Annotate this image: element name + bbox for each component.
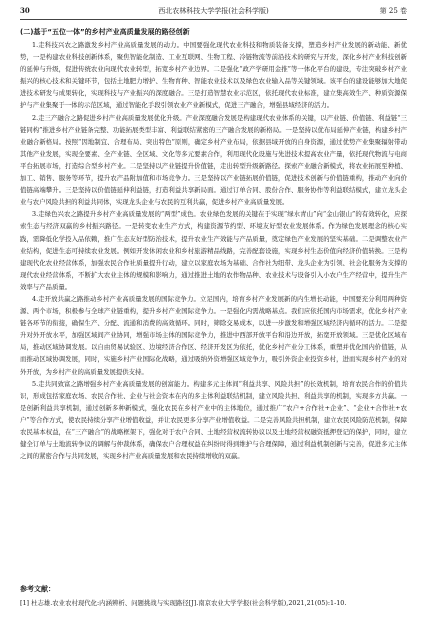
article-body [20, 26, 407, 462]
paragraph-2: 2.走三产融合之路促进乡村产业高质量发展优化升级。产业深度融合发展是构建现代农业体系的关键，以产业链、价值链、利益链“三链同构”推进乡村产业链条完整、功能拓展类型丰富、利益联结紧密的三产融合发展的新格局。一是坚持以优布局延伸产业链，构建乡村产业融合新格局。按照“因地制宜、合理布局、突出特色”原则，确定乡村产业布局，依据县域开放的自身资源，通过优势产业集聚辐射带动其他产业发展，实现全要素、全产业链、全区域、文化等多元要素合作，利用现代化设施与先进技术提高农业产量，依托现代物流与电商平台拓展市场，打造综合型乡村产业。二是坚持以产业链提升价值链，走出转型升级新路径。探索产业融合新模式，将农业拓展至种植、加工、销售、服务等环节，提升农产品附加值和市场竞争力。三是坚持以产业链拓展价值链，促进技术创新与价值链重构，推动产业向价值链高端攀升。三是坚持以价值链延伸利益链，打造利益共享新局面。通过订单合同、股份合作、服务协作等利益联结模式，建立龙头企业与农户风险共担的利益共同体，实现龙头企业与农民的互利共赢，促进乡村产业高质量发展。 [20, 113, 407, 207]
section-heading: (二)基于“五位一体”的乡村产业高质量发展的路径创新 [20, 28, 190, 36]
paragraph-3: 3.走绿色兴农之路提升乡村产业高质量发展的“两型”成色。农业绿色发展的关键在于实现“绿水青山”向“金山银山”的有效转化，应探索生态与经济双赢的乡村振兴路径。一是转变农业生产方式，构建资源节约型、环境友好型农业发展体系。作为绿色发展理念的核心实践，需降低化学投入品依赖，推广生态友好型防治技术，提升农业生产效能与产品质量，奠定绿色产业发展的坚实基础。二是调整农业产业结构，促进生态可持续农业发展。例如开发休闲农业和乡村旅游精品线路，完善配套设施，实现乡村生态价值向经济价值转换。三是构建现代化农业经营体系，加强农民合作社质量提升行动，建立以家庭农场为基础、合作社为纽带、龙头企业为引领、社会化服务为支撑的现代农业经营体系，不断扩大农业主体的规模和影响力，通过推进土地的农作物品种、农业技术与设备引入小农户生产经营中，提升生产效率与产品质量。 [20, 210, 407, 291]
running-header [20, 5, 407, 20]
paragraph-1: 1.走科技兴农之路激发乡村产业高质量发展的动力。中国要强化现代农业科技和物质装备支撑，塑造乡村产业发展的新动能、新优势，一是构建农业科技创新体系，聚焦智能化制造、工业互联网、生物工程、冷链物流等前沿技术的研究与开发，深化乡村产业科技创新的延伸与升级，促进传统农业向现代农业转型，拓宽乡村产业边界。二是强化“政产学研用金推”等一体化平台的建设，专注突破乡村产业振兴的核心技术和关键环节，包括土地肥力增护、生物育种、智能农业技术以及绿色农业输入品等关键领域。该平台的建设能够加大地促进技术研发与成果转化，实现科技与产业振兴的深度融合。三是打造智慧农业示范区，依托现代农业标准，建立集高效生产、种质资源保护与产业集聚于一体的示范区域，通过智能化手段引领农业产业新模式，促进三产融合，增强县域经济的活力。 [20, 41, 407, 110]
references-section [20, 583, 407, 608]
page-number: 30 [20, 6, 30, 15]
paragraph-5: 5.走共同致富之路增强乡村产业高质量发展的创富能力。构建多元主体间“利益共享、风险共担”的长效机制，培育农民合作的价值共识，形成包括家庭农场、农民合作社、企业与社会资本在内的多主体利益联结机制，建立风险共担、利益共享的机制，实现多方共赢。一是创新利益共享机制，通过创新多种新模式，强化农民在乡村产业中的主体地位，通过推广“农户+合作社+企业”、“企业+合作社+农户”等合作方式，使农民持续分享产业增值收益，并让农民更多分享产业增值收益。二是完善风险共担机制，建立农民风险防范机制，保障农民基本权益，在“三产融合”的战略框架下，强化对于农户合同、土地经营权流转协议以及土地经营权融资抵押登记的保护，同时，建立健全订单与土地流转争议的调解与仲裁体系，确保农户合理权益在纠纷时得到维护与合理保障，通过利益机制创新与完善，促进多元主体之间的紧密合作与共同发展，实现乡村产业高质量发展和农民持续增收的双赢。 [20, 379, 407, 461]
journal-title: 西北农林科技大学学报(社会科学版) [158, 7, 269, 15]
reference-item: [1] 杜志雄.农业农村现代化:内涵辨析、问题挑战与实现路径[J].南京农业大学学报(社会科学版),2021,21(05):1-10. [20, 599, 347, 607]
paragraph-4: 4.走开放共赢之路推动乡村产业高质量发展的国际竞争力。立足国内，培育乡村产业发展新的内生增长动能，中国要充分利用两种资源、两个市场，积极参与全球产业链重构，提升乡村产业国际竞争力。一是强化内需战略基点。我们应依托国内市场需求，优化乡村产业链各环节的衔接，确保生产、分配、流通和消费的高效循环。同时，筛除交易成本，以进一步激发和增强区域经济内循环的活力。二是提升对外开放水平，加强区域间产业协同，增强市场主体的国际竞争力，推进中西部开放平台和沿边开放，拓宽开放领域。三是优化区域布局，推动区域协调发展。以自由贸易试验区、边境经济合作区、经济开发区为依托，优化乡村产业分工体系，重塑并优化国内价值链，从而推动区域协调发展，同时，实施乡村产业国际化战略，通过吸纳外资增强区域竞争力，吸引外资企业投资乡村，进而实现乡村产业的对外开放，为乡村产业的高质量发展提供支持。 [20, 294, 407, 376]
volume-label: 第 25 卷 [379, 7, 407, 15]
references-heading: 参考文献： [20, 585, 55, 593]
